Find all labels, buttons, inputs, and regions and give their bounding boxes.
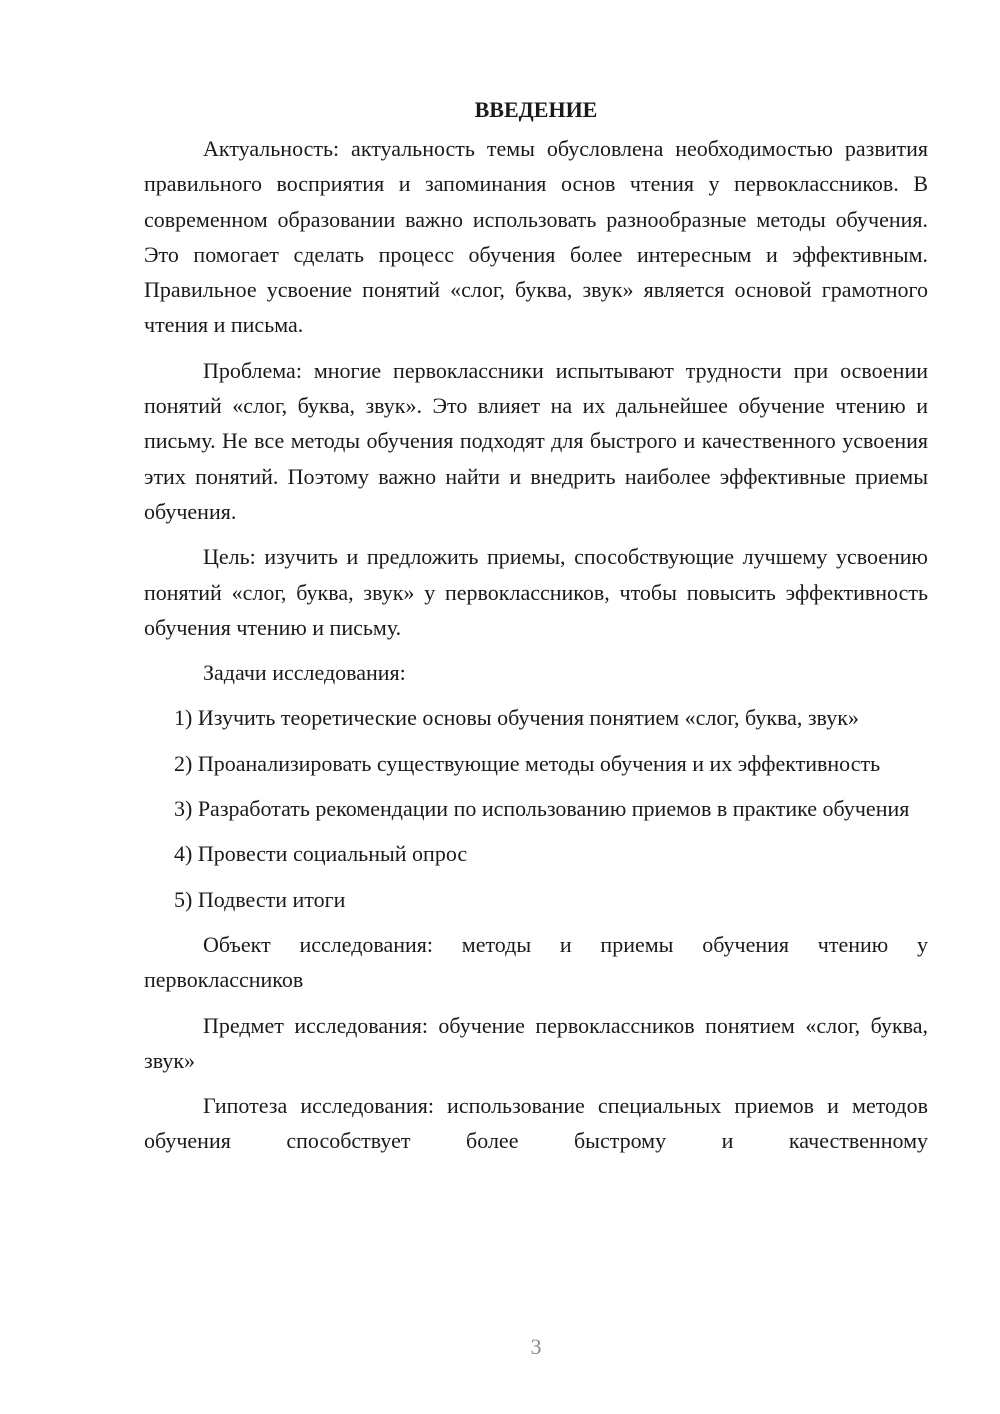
- task-item-1: 1) Изучить теоретические основы обучения понятием «слог, буква, звук»: [174, 705, 859, 731]
- hypothesis-paragraph: Гипотеза исследования: использование специальных приемов и методов обучения способствует более быстрому и качественному: [144, 1093, 928, 1154]
- relevance-paragraph: Актуальность: актуальность темы обусловлена необходимостью развития правильного восприятия и запоминания основ чтения у первоклассников. В современном образовании важно использовать разнообразные методы обучения. Это помогает сделать процесс обучения более интересным и эффективным. Правильное усвоение понятий «слог, буква, звук» является основой грамотного чтения и письма.: [144, 136, 928, 338]
- page-title: ВВЕДЕНИЕ: [474, 97, 598, 122]
- goal-paragraph: Цель: изучить и предложить приемы, способствующие лучшему усвоению понятий «слог, буква, звук» у первоклассников, чтобы повысить эффективность обучения чтению и письму.: [144, 544, 928, 640]
- task-item-3: 3) Разработать рекомендации по использованию приемов в практике обучения: [174, 796, 910, 822]
- page-number: 3: [530, 1334, 542, 1359]
- subject-paragraph: Предмет исследования: обучение первоклассников понятием «слог, буква, звук»: [144, 1012, 928, 1073]
- object-paragraph: Объект исследования: методы и приемы обучения чтению у первоклассников: [144, 931, 928, 993]
- tasks-heading: Задачи исследования:: [203, 660, 406, 686]
- document-page: [144, 95, 928, 1169]
- task-item-4: 4) Провести социальный опрос: [174, 841, 468, 867]
- problem-paragraph: Проблема: многие первоклассники испытывают трудности при освоении понятий «слог, буква, звук». Это влияет на их дальнейшее обучение чтению и письму. Не все методы обучения подходят для быстрого и качественного усвоения этих понятий. Поэтому важно найти и внедрить наиболее эффективные приемы обучения.: [144, 357, 928, 524]
- task-item-5: 5) Подвести итоги: [174, 886, 346, 912]
- task-item-2: 2) Проанализировать существующие методы обучения и их эффективность: [174, 750, 881, 776]
